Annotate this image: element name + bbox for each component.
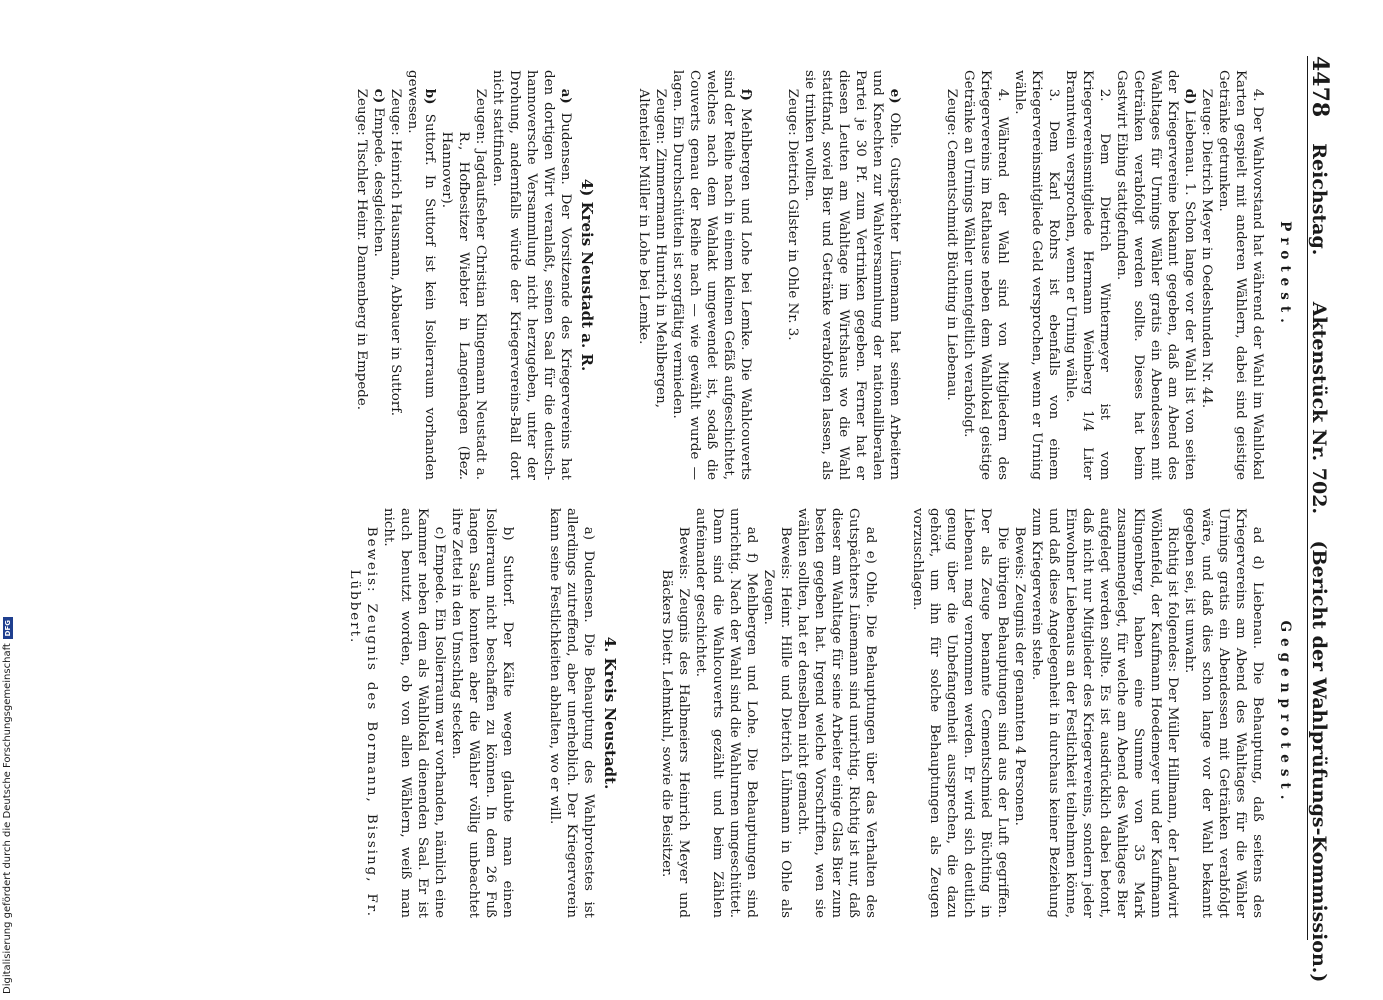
header-document: Aktenstück Nr. 702.	[1308, 301, 1330, 515]
counter-protest-column	[346, 508, 1299, 918]
counter-c-empede: c) Empede. Ein Isolierraum war vorhanden, nämlich eine Kammer neben dem als Wahllokal dienenden Saal. Er ist auch benutzt worden, ob von allen Wählern, weiß man nicht.	[381, 508, 447, 918]
page-number: 4478	[1307, 56, 1333, 118]
protest-d-4: 4. Während der Wahl sind von Mitgliedern des Kriegervereins im Rathause neben dem Wahllokal geistige Getränke an Urnings Wähler unentgeltlich verabfolgt.	[961, 70, 1010, 480]
digitization-credit	[0, 4, 16, 994]
counter-d-beweis: Beweis: Zeugnis der genannten 4 Personen.	[1012, 526, 1027, 826]
protest-d-text: Liebenau. 1. Schon lange vor der Wahl ist von seiten der Kriegervereine bekannt gegeben, daß am Abend des Wahltages für Urnings Wähler gratis ein Abendessen mit Getränken verabfolgt werden sollte. Dieses hat beim Gastwirt Eibing stattgefunden.	[1114, 70, 1197, 481]
protest-e-ohle	[801, 70, 903, 480]
protest-b-witness: Zeuge: Heinrich Hausmann, Abbauer in Suttorf.	[388, 88, 403, 416]
protest-point-4: 4. Der Wahlvorstand hat während der Wahl im Wahllokal Karten gespielt mit anderen Wählern, dabei sind geistige Getränke getrunken.	[1216, 70, 1265, 480]
dfg-logo: DFG	[3, 617, 13, 639]
protest-column	[346, 70, 1299, 480]
counter-c-beweis: Beweis: Zeugnis des Bormann, Bissing, Fr. Lübbert.	[347, 526, 379, 918]
header-subtitle: (Bericht der Wahlprüfungs-Kommission.)	[1308, 540, 1330, 983]
protest-d-3: 3. Dem Karl Rohrs ist ebenfalls von einem Kriegervereinsmitgliede Geld versprochen, wenn er Urning wähle.	[1012, 70, 1061, 480]
protest-f-mark: f)	[738, 88, 754, 101]
protest-b-mark: b)	[422, 88, 438, 105]
protest-d-2: 2. Dem Dietrich Wintermeyer ist vom Kriegervereinsmitgliede Hermann Weinberg 1/4 Liter Branntwein versprochen, wenn er Urning wähle.	[1063, 70, 1112, 480]
counter-kreis-title: 4. Kreis Neustadt.	[601, 636, 619, 790]
counter-e-beweis: Beweis: Heinr. Hille und Dietrich Lühmann in Ohle als Zeugen.	[761, 526, 793, 918]
counter-d-intro: ad d) Liebenau. Die Behauptung, daß seitens des Kriegervereins am Abend des Wahltages für die Wähler Urnings gratis ein Abendessen mit Getränken verabfolgt wäre, und daß dies schon lange vor der Wahl bekannt gegeben sei, ist unwahr.	[1182, 508, 1265, 918]
protest-a-witness: Zeugen: Jagdaufseher Christian Klingemann Neustadt a. R., Hofbesitzer Wiebter in Langenhagen (Bez. Hannover).	[439, 88, 488, 480]
header-reichstag: Reichstag.	[1308, 143, 1330, 256]
protest-c-mark: c)	[371, 88, 387, 104]
counter-d-rest: Die übrigen Behauptungen sind aus der Luft gegriffen. Der als Zeuge benannte Cementschmied Büchting in Liebenau mag vernommen werden. Er wird sich deutlich genug über die Unbefangenheit aussprechen, die dazu gehört, um ihn für solche Behauptungen als Zeugen vorzuschlagen.	[910, 508, 1010, 918]
protest-a-mark: a)	[558, 88, 574, 104]
credit-text: Digitalisierung gefördert durch die Deutsche Forschungsgemeinschaft	[2, 643, 13, 994]
protest-b-text: Suttorf. In Suttorf ist kein Isolierraum vorhanden gewesen.	[405, 70, 437, 481]
header-title	[1308, 143, 1330, 983]
protest-c-text: Empede. desgleichen.	[371, 107, 386, 257]
protest-a-text: Dudensen. Der Vorsitzende des Kriegervereins hat den dortigen Wirt veranlaßt, seinen Saal für die deutsch-hannoversche Versammlung nicht herzugeben, unter der Drohung, andernfalls würde der Kriegervereins-Ball dort nicht stattfinden.	[490, 70, 573, 480]
protest-e-witness: Zeuge: Dietrich Gilster in Ohle Nr. 3.	[785, 88, 800, 341]
protest-a-dudensen	[489, 70, 574, 480]
protest-heading: Protest.	[1277, 221, 1293, 329]
counter-e-ohle: ad e) Ohle. Die Behauptungen über das Verhalten des Gutspächters Lünemann sind unrichtig. Richtig ist nur, daß dieser am Wahltage für seine Arbeiter einige Glas Bier zum besten gegeben hat. Irgend welche Vorschriften, wen sie wählen sollten, hat er denselben nicht gemacht.	[795, 508, 878, 918]
counter-protest-heading: Gegenprotest.	[1277, 620, 1293, 806]
protest-kreis-title: 4) Kreis Neustadt a. R.	[578, 178, 596, 372]
protest-e-text: Ohle. Gutspächter Lünemann hat seinen Arbeitern und Knechten zur Wahlversammlung der nationalliberalen Partei je 30 Pf. zum Vertrinken gegeben. Ferner hat er diesen Leuten am Wahltage im Wirtshaus wo die Wahl stattfand, soviel Bier und Getränke verabfolgen lassen, als sie trinken wollten.	[802, 70, 902, 480]
protest-f-witness-2: Altenteiler Müller in Lohe bei Lemke.	[636, 88, 651, 345]
two-columns	[346, 70, 1299, 940]
protest-d-witness: Zeuge: Cementschmidt Büchting in Liebenau.	[944, 88, 959, 401]
protest-d-liebenau	[1113, 70, 1198, 480]
protest-c-witness: Zeuge: Tischler Heinr. Dannenberg in Empede.	[354, 88, 369, 411]
counter-d-fact: Richtig ist folgendes: Der Müller Hillmann, der Landwirt Wöhlenfeld, der Kaufmann Hoedemeyer und der Kaufmann Klingenberg, haben eine Summe von 35 Mark zusammengelegt, für welche am Abend des Wahltages Bier aufgelegt werden sollte. Es ist ausdrücklich dabei betont, daß nicht nur Mitglieder des Kriegervereins, sondern jeder Einwohner Liebenaus an der Festlichkeit teilnehmen könne, und daß diese Angelegenheit in durchaus keiner Beziehung zum Kriegerverein stehe.	[1029, 508, 1180, 918]
protest-b-suttorf	[404, 70, 438, 480]
protest-c-empede	[370, 70, 387, 480]
protest-f-text: Mehlbergen und Lohe bei Lemke. Die Wahlcouverts sind der Reihe nach in einem kleinen Gefäß aufgeschichtet, welches nach dem Wahlakt umgewendet ist, sodaß die Couverts genau der Reihe nach — wie gewählt wurde — lagen. Ein Durchschütteln ist sorgfältig vermieden.	[670, 70, 753, 480]
counter-a-dudensen: a) Dudensen. Die Behauptung des Wahlprotestes ist allerdings zutreffend, aber unerheblich. Der Kriegerverein kann seine Festlichkeiten abhalten, wo er will.	[547, 508, 596, 918]
counter-f-beweis: Beweis: Zeugnis des Halbmeiers Heinrich Meyer und Bäckers Dietr. Lehmkuhl, sowie die Beisitzer.	[659, 526, 691, 918]
page-header	[1307, 56, 1333, 983]
counter-b-suttorf: b) Suttorf. Der Kälte wegen glaubte man einen Isolierraum nicht beschaffen zu können. In dem 26 Fuß langen Saale konnten aber die Wähler völlig unbeachtet ihre Zettel in den Umschlag stecken.	[449, 508, 515, 918]
protest-point-4-witness: Zeuge: Dietrich Meyer in Oedeshunden Nr. 44.	[1199, 88, 1214, 409]
protest-d-mark: d)	[1182, 88, 1198, 105]
protest-e-mark: e)	[887, 88, 903, 104]
counter-f-mehlbergen: ad f) Mehlbergen und Lohe. Die Behauptungen sind unrichtig. Nach der Wahl sind die Wahlurnen umgeschüttet. Dann sind die Wahlcouverts gezählt und beim Zählen aufeinander geschichtet.	[693, 508, 759, 918]
protest-f-witness: Zeugen: Zimmermann Hunrich in Mehlbergen,	[653, 88, 668, 408]
protest-f-mehlbergen	[669, 70, 754, 480]
